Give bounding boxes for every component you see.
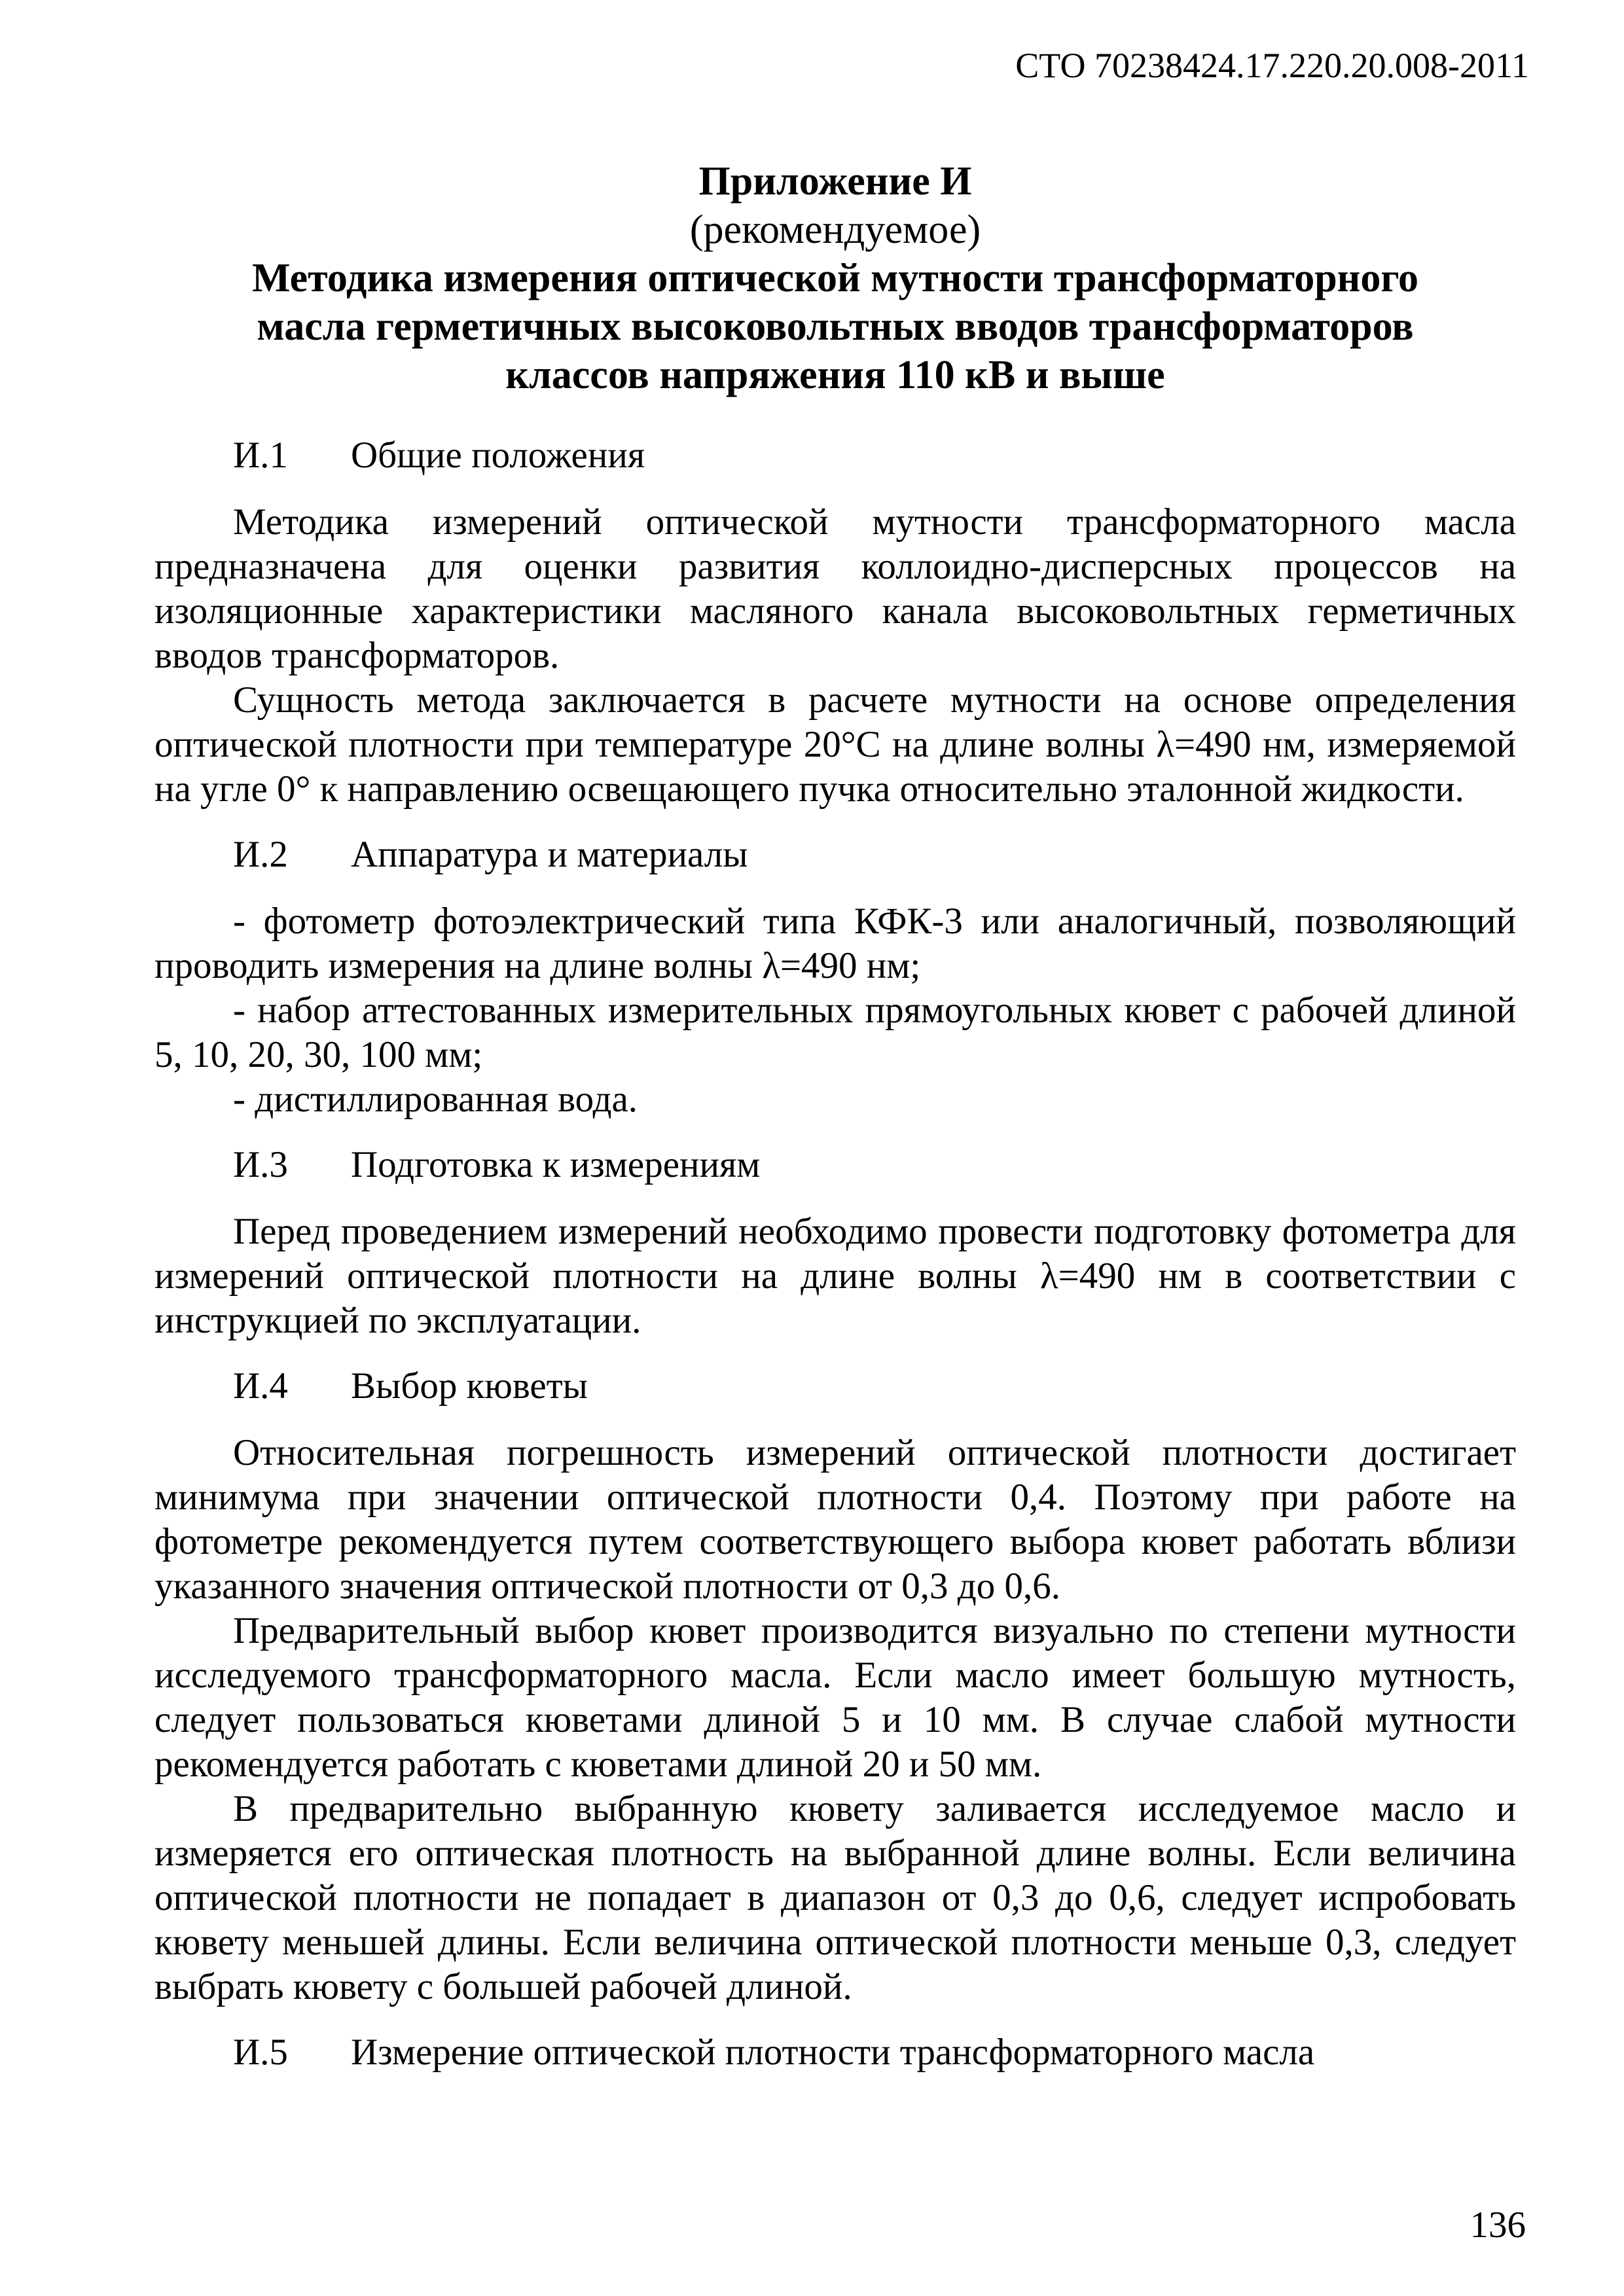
- section-title: Подготовка к измерениям: [351, 1144, 761, 1185]
- main-title: [154, 254, 1516, 399]
- section-title: Общие положения: [351, 435, 645, 476]
- section-number: И.3: [233, 1144, 288, 1185]
- section-number: И.2: [233, 834, 288, 875]
- section-heading: [233, 1364, 1516, 1408]
- appendix-title: Приложение И: [698, 159, 972, 204]
- section-title: Аппаратура и материалы: [351, 834, 748, 875]
- section-number: И.1: [233, 435, 288, 476]
- main-title-line: масла герметичных высоковольтных вводов трансформаторов: [257, 304, 1414, 349]
- section-number: И.5: [233, 2032, 288, 2073]
- list-item: - набор аттестованных измерительных прямоугольных кювет с рабочей длиной 5, 10, 20, 30, 100 мм;: [154, 990, 1516, 1075]
- paragraph: Сущность метода заключается в расчете мутности на основе определения оптической плотности при температуре 20°С на длине волны λ=490 нм, измеряемой на угле 0° к направлению освещающего пучка относительно эталонной жидкости.: [154, 679, 1516, 810]
- main-title-line: Методика измерения оптической мутности трансформаторного: [251, 256, 1419, 300]
- paragraph: Предварительный выбор кювет производится визуально по степени мутности исследуемого трансформаторного масла. Если масло имеет большую мутность, следует пользоваться кюветами длиной 5 и 10 мм. В случае слабой мутности рекомендуется работать с кюветами длиной 20 и 50 мм.: [154, 1610, 1516, 1785]
- paragraph: Перед проведением измерений необходимо провести подготовку фотометра для измерений оптической плотности на длине волны λ=490 нм в соответствии с инструкцией по эксплуатации.: [154, 1211, 1516, 1341]
- paragraph: Методика измерений оптической мутности трансформаторного масла предназначена для оценки развития коллоидно-дисперсных процессов на изоляционные характеристики масляного канала высоковольтных герметичных вводов трансформаторов.: [154, 501, 1516, 676]
- section-title: Измерение оптической плотности трансформаторного масла: [351, 2032, 1315, 2073]
- section-heading: [233, 1143, 1516, 1187]
- main-title-line: классов напряжения 110 кВ и выше: [505, 353, 1165, 397]
- section-heading: [233, 833, 1516, 877]
- section-number: И.4: [233, 1365, 288, 1407]
- paragraph: В предварительно выбранную кювету заливается исследуемое масло и измеряется его оптическая плотность на выбранной длине волны. Если величина оптической плотности не попадает в диапазон от 0,3 до 0,6, следует испробовать кювету меньшей длины. Если величина оптической плотности меньше 0,3, следует выбрать кювету с большей рабочей длиной.: [154, 1788, 1516, 2007]
- page-number: 136: [1470, 2204, 1526, 2246]
- paragraph: Относительная погрешность измерений оптической плотности достигает минимума при значении оптической плотности 0,4. Поэтому при работе на фотометре рекомендуется путем соответствующего выбора кювет работать вблизи указанного значения оптической плотности от 0,3 до 0,6.: [154, 1432, 1516, 1607]
- section-heading: [233, 2030, 1516, 2075]
- page-content: [154, 157, 1516, 2097]
- list-item: - фотометр фотоэлектрический типа КФК-3 или аналогичный, позволяющий проводить измерения на длине волны λ=490 нм;: [154, 901, 1516, 986]
- section-heading: [233, 433, 1516, 478]
- section-title: Выбор кюветы: [351, 1365, 588, 1407]
- appendix-note: (рекомендуемое): [689, 207, 981, 252]
- list-item: - дистиллированная вода.: [233, 1079, 638, 1120]
- document-code: СТО 70238424.17.220.20.008-2011: [1015, 46, 1529, 85]
